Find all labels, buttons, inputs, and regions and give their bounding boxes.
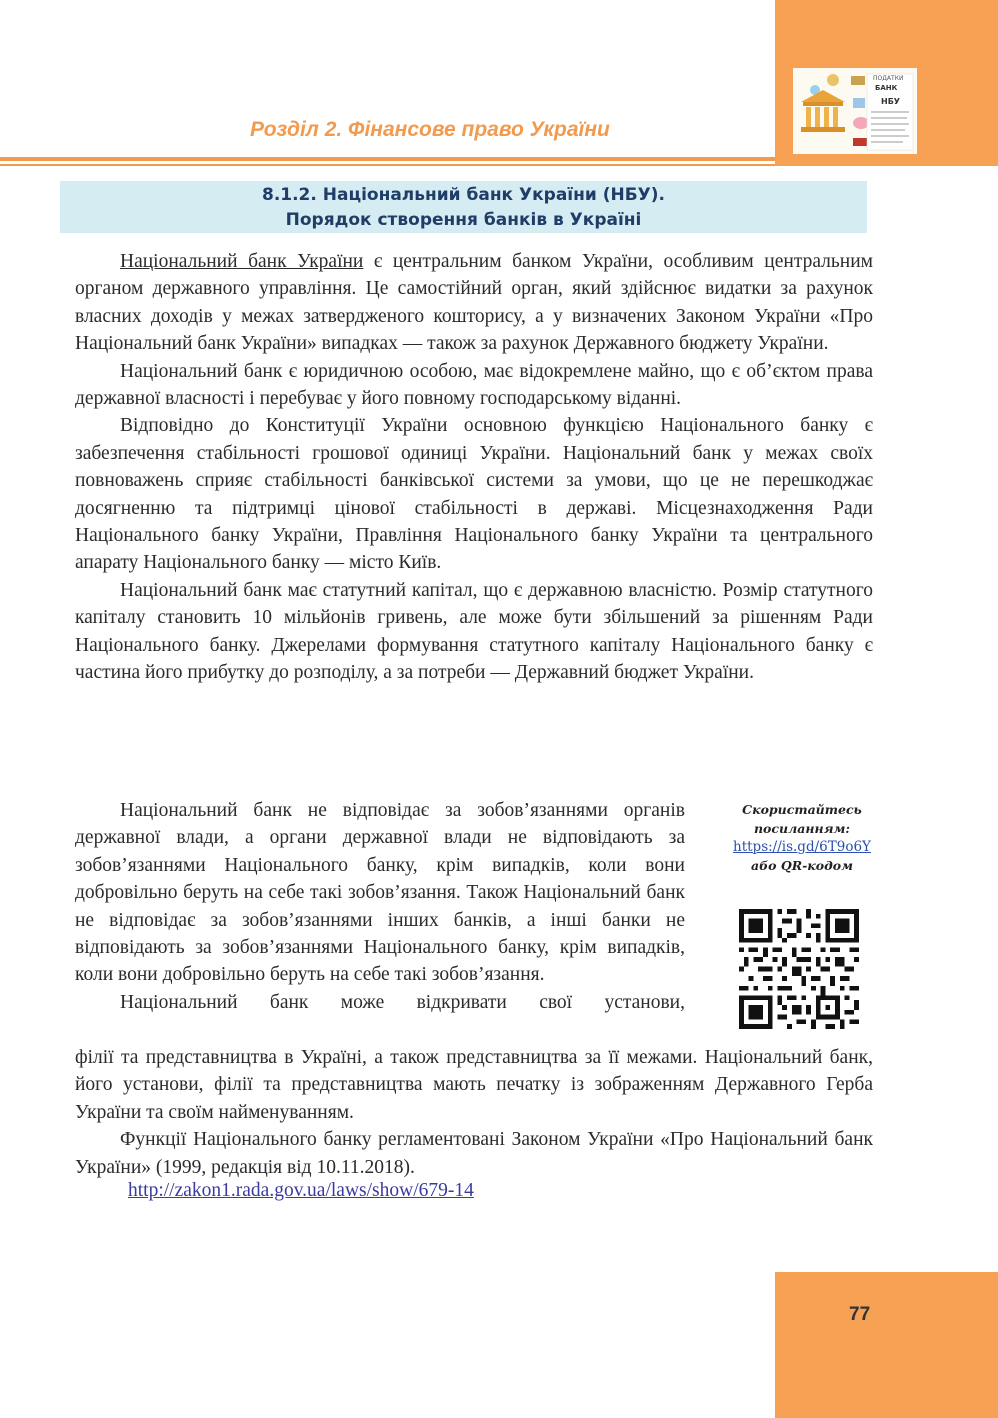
chapter-title: Розділ 2. Фінансове право України: [250, 118, 610, 141]
paragraph-6-first-line: Національний банк може відкривати свої установи,: [120, 991, 685, 1013]
term-nbu: Національний банк України: [120, 251, 364, 272]
paragraph-7: Функції Національного банку регламентовані Законом України «Про Національний банк України» (1999, редакція від 10.11.2018).: [75, 1129, 873, 1178]
sidenote-line2: посиланням:: [753, 820, 851, 836]
paragraph-1: [75, 248, 873, 358]
qr-code-image[interactable]: [739, 909, 859, 1029]
paragraph-6-rest: філії та представництва в Україні, а також представництва за її межами. Національний банк, його установи, філії та представництва мають печатку із зображенням Державного Герба України та своїм найменуванням.: [75, 1047, 873, 1123]
header-rule: [0, 157, 775, 161]
thumb-label-nbu: НБУ: [881, 97, 900, 106]
paragraph-4: Національний банк має статутний капітал, що є державною власністю. Розмір статутного капіталу становить 10 мільйонів гривень, але може бути збільшений за рішенням Ради Національного банку. Джерелами формування статутного капіталу Національного банку є частина його прибутку до розподілу, а за потреби — Державний бюджет України.: [75, 579, 873, 684]
zakon-link[interactable]: http://zakon1.rada.gov.ua/laws/show/679-14: [128, 1180, 474, 1201]
thumb-label-taxes: ПОДАТКИ: [873, 75, 904, 82]
main-text-top: [75, 248, 873, 687]
paragraph-2: Національний банк є юридичною особою, має відокремлене майно, що є об’єктом права державної власності і перебуває у його повному господарському віданні.: [75, 360, 873, 410]
header-rule-thin: [0, 164, 775, 166]
paragraph-1-text: є центральним банком України, особливим центральним органом державного управління. Це самостійний орган, який здійснює видатки за рахунок власних доходів у межах затвердженого кошторису, а у визначених Законом України «Про Національний банк України» випадках — також за рахунок Державного бюджету України.: [75, 251, 873, 355]
section-heading-box: [60, 181, 867, 233]
sidenote-line1: Скористайтесь: [742, 802, 862, 817]
paragraph-5: Національний банк не відповідає за зобов’язаннями органів державної влади, а органи державної влади не відповідають за зобов’язаннями Національного банку, крім випадків, коли вони добровільно беруть на себе такі зобов’язання. Також Національний банк не відповідає за зобов’язаннями інших банків, а інші банки не відповідають за зобов’язаннями Національного банку, крім випадків, коли вони добровільно беруть на себе такі зобов’язання.: [75, 800, 685, 986]
qr-sidenote: [722, 801, 882, 875]
main-text-narrow: [75, 797, 685, 1016]
section-title-line2: Порядок створення банків в Україні: [285, 210, 642, 230]
sidenote-link[interactable]: https://is.gd/6T9o6Y: [733, 839, 871, 855]
thumb-label-bank: БАНК: [875, 84, 898, 92]
section-title-line1: 8.1.2. Національний банк України (НБУ).: [261, 185, 665, 205]
page-number-tab: [775, 1272, 998, 1418]
bank-illustration-image: [793, 68, 917, 154]
main-text-bottom: [75, 1044, 873, 1181]
page-number: 77: [849, 1304, 871, 1325]
paragraph-3: Відповідно до Конституції України основною функцією Національного банку є забезпечення стабільності грошової одиниці України. Національний банк у межах своїх повноважень сприяє стабільності банківської системи за умови, що це не перешкоджає досягненню та підтримці цінової стабільності в державі. Місцезнаходження Ради Національного банку України, Правління Національного банку України та центрального апарату Національного банку — місто Київ.: [75, 415, 873, 574]
sidenote-line3: або QR-кодом: [751, 857, 853, 873]
